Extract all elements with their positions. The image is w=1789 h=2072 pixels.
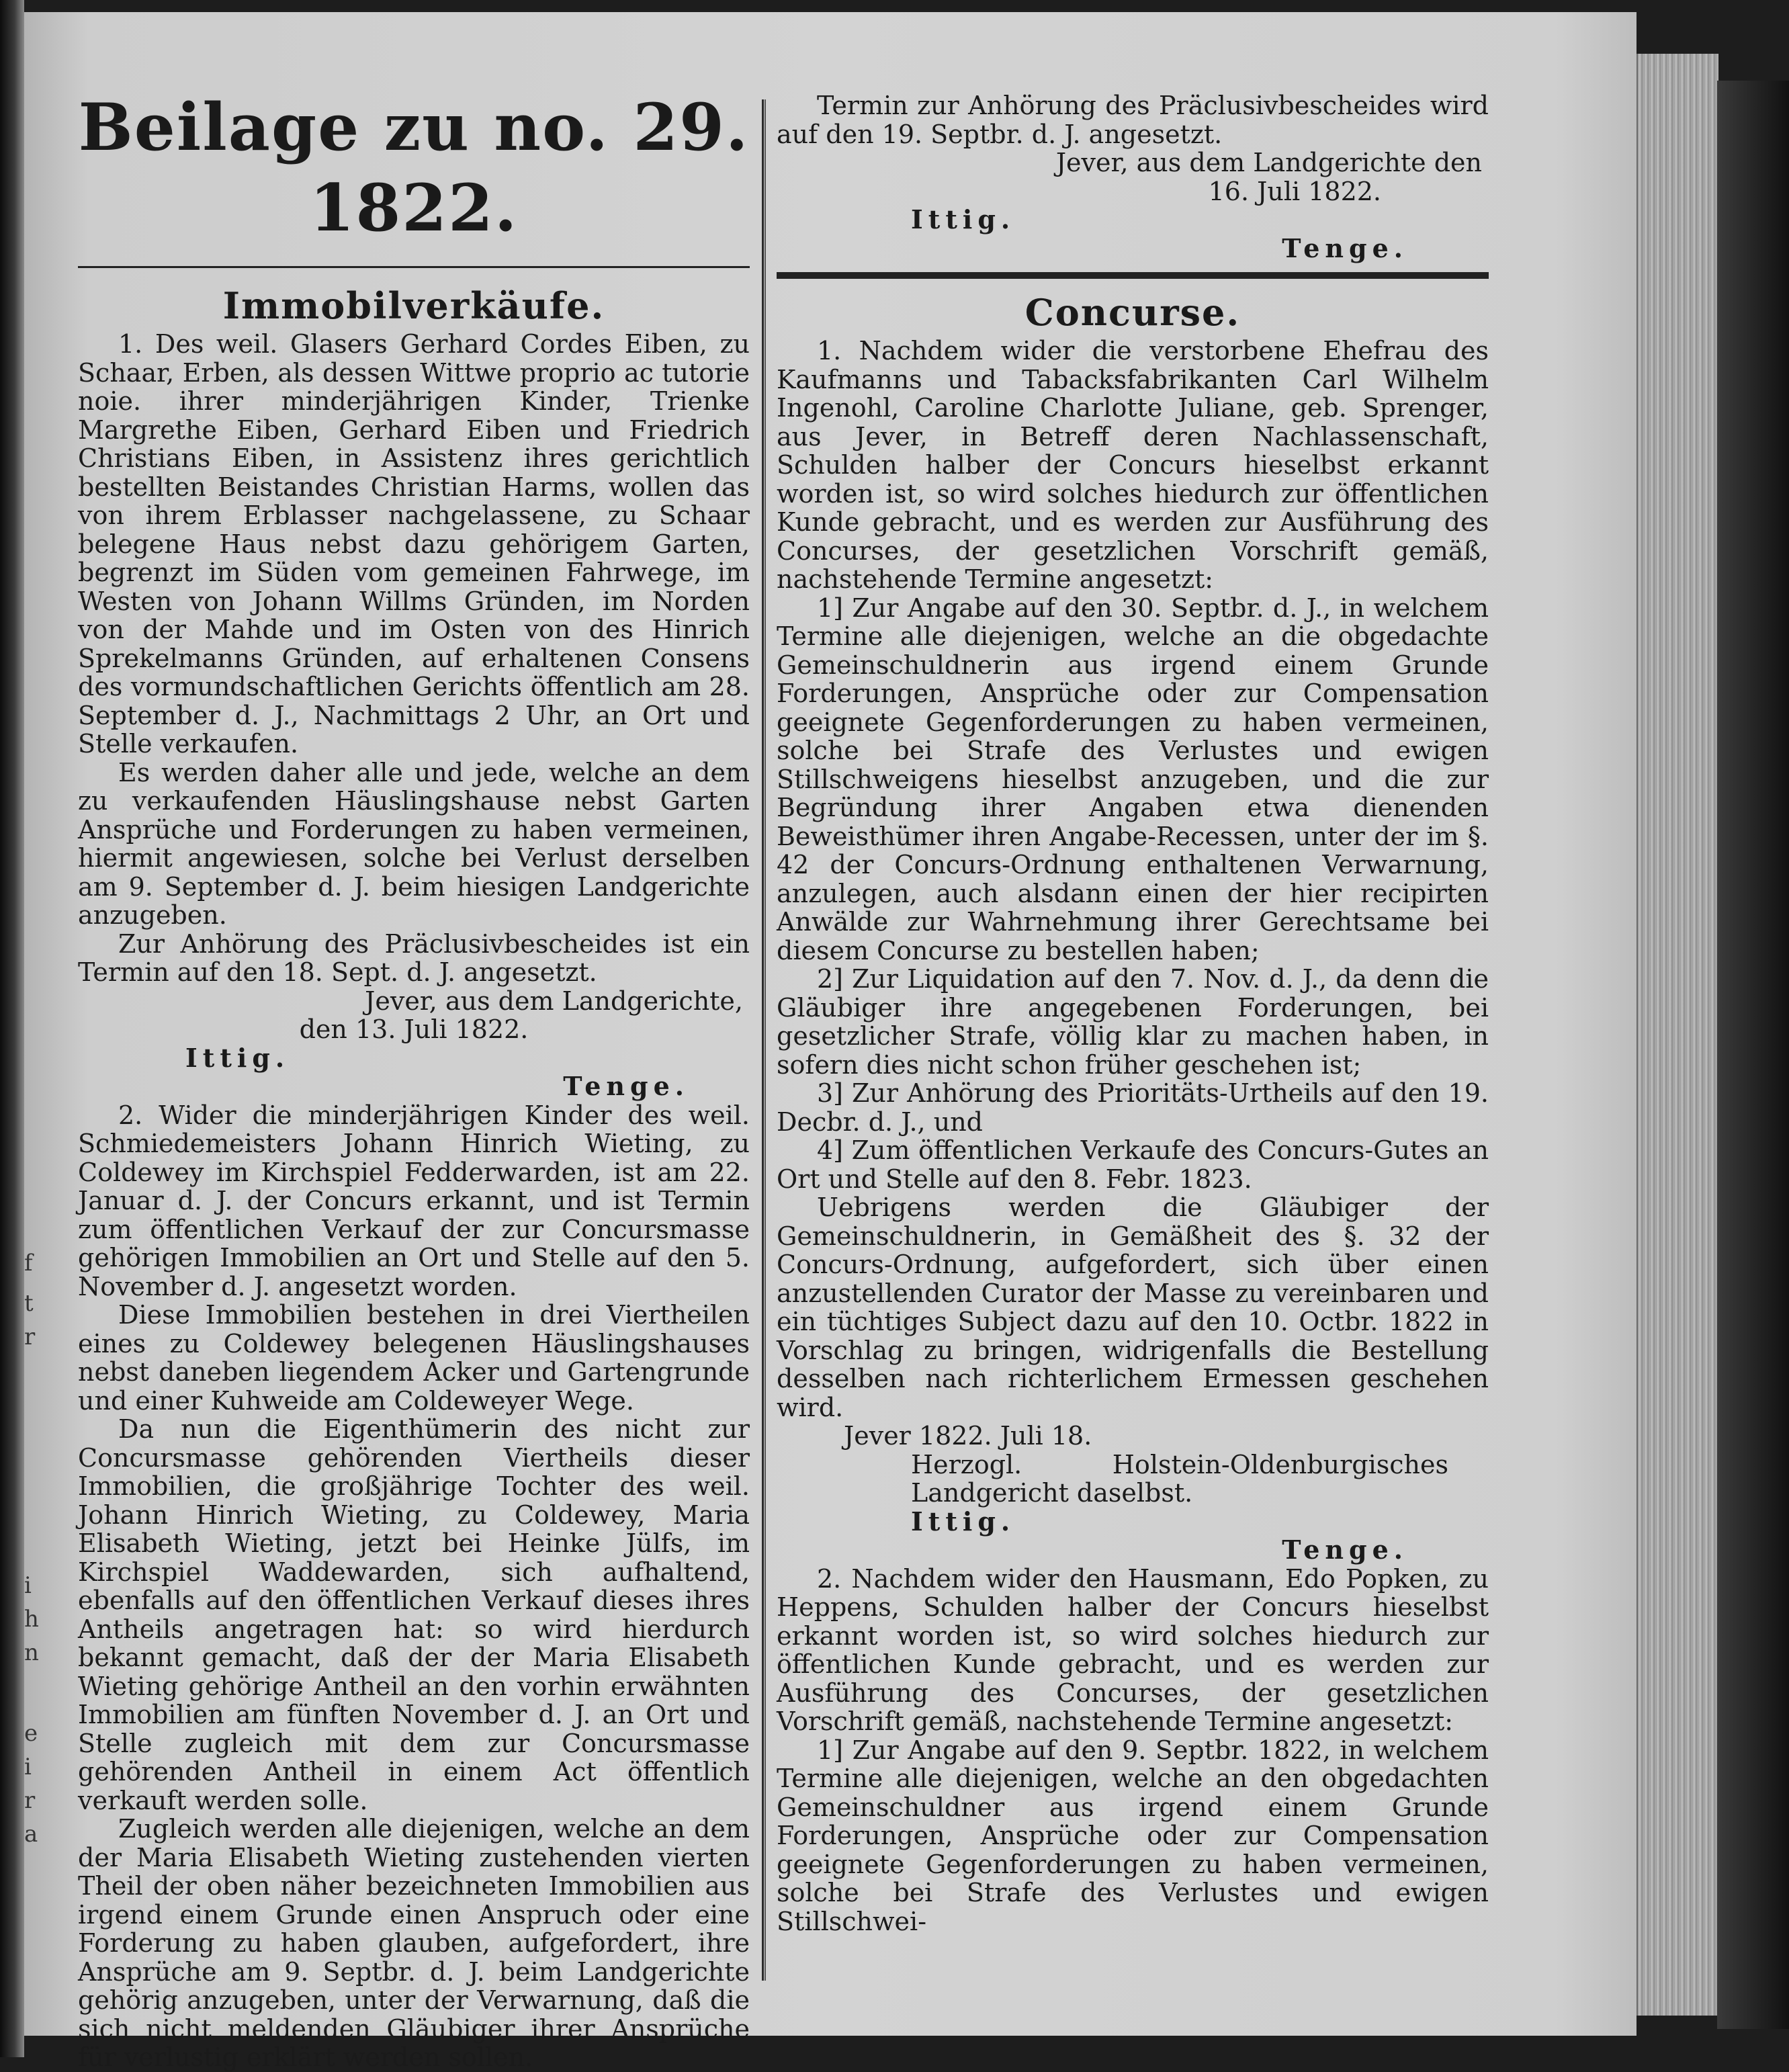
section-heading-immobilverkaeufe: Immobilverkäufe. [222, 284, 605, 327]
concurs-1-text: 1. Nachdem wider die verstorbene Ehefrau des Kaufmanns und Tabacksfabrikanten Carl Wilhelm Ingenohl, Caroline Charlotte Juliane, geb. Sprenger, aus Jever, in Betreff deren Nachlassenschaft, Schulden halber der Concurs hieselbst erkannt worden ist, so wird solches hiedurch zur öffentlichen Kunde gebracht, und es werden zur Ausführung des Concurses, der gesetzlichen Vorschrift gemäß, nachstehende Termine angesetzt: [777, 336, 1489, 594]
concurs-2-text: 2. Nachdem wider den Hausmann, Edo Popken, zu Heppens, Schulden halber der Concurs hieselbst erkannt worden ist, so wird solches hiedurch zur öffentlichen Kunde gebracht, und es werden zur Ausführung des Concurses, der gesetzlichen Vorschrift gemäß, nachstehende Termine angesetzt: [777, 1563, 1489, 1736]
concurs-1-court: Herzogl. Holstein-Oldenburgisches Landgericht daselbst. [911, 1449, 1448, 1508]
concurs-1-place: Jever 1822. Juli 18. [844, 1421, 1092, 1451]
continued-notice-text: Termin zur Anhörung des Präclusivbescheides wird auf den 19. Septbr. d. J. angesetzt. [777, 91, 1489, 149]
column-divider [762, 99, 766, 1981]
section-rule [777, 272, 1489, 279]
margin-fragment-5: h [24, 1606, 39, 1633]
right-column [777, 12, 1489, 2028]
section-heading-concurse: Concurse. [1024, 291, 1241, 334]
continued-notice-signature-ittig: Ittig. [911, 204, 1016, 234]
concurs-1-term-1: 1] Zur Angabe auf den 30. Septbr. d. J., in welchem Termine alle diejenigen, welche an die obgedachte Gemeinschuldnerin aus irgend einem Grunde Forderungen, Ansprüche oder zur Compensation geeignete Gegenforderungen zu haben vermeinen, solche bei Strafe des Verlustes und ewigen Stillschweigens hieselbst anzugeben, und die zur Begründung ihrer Angaben etwa dienenden Beweisthümer ihren Angabe-Recessen, unter der im §. 42 der Concurs-Ordnung enthaltenen Verwarnung, anzulegen, auch alsdann einen der hier recipirten Anwälde zur Wahrnehmung ihrer Gerechtsame bei diesem Concurse zu bestellen haben; [777, 593, 1489, 965]
margin-fragment-4: i [24, 1572, 32, 1599]
margin-fragment-9: r [24, 1787, 36, 1814]
continued-notice-place: Jever, aus dem Landgerichte den [1055, 148, 1482, 177]
concurs-1-signature-ittig: Ittig. [911, 1506, 1016, 1537]
book-cover-edge [1717, 81, 1789, 2029]
notice-2-property: Diese Immobilien bestehen in drei Viertheilen eines zu Coldewey belegenen Häuslingshauses nebst daneben liegendem Acker und Gartengrunde und einer Kuhweide am Coldeweyer Wege. [78, 1300, 750, 1416]
margin-fragment-3: r [24, 1324, 36, 1350]
notice-2-text: 2. Wider die minderjährigen Kinder des weil. Schmiedemeisters Johann Hinrich Wieting, zu Coldewey im Kirchspiel Fedderwarden, ist am 22. Januar d. J. der Concurs erkannt, und ist Termin zum öffentlichen Verkauf der zur Concursmasse gehörigen Immobilien an Ort und Stelle auf den 5. November d. J. angesetzt worden. [78, 1100, 750, 1301]
page-stack-edge [1637, 54, 1718, 2016]
continued-notice-date: 16. Juli 1822. [1208, 176, 1381, 206]
concurs-1-signature-tenge: Tenge. [1282, 1535, 1408, 1565]
continued-notice-signature-tenge: Tenge. [1282, 232, 1408, 263]
book-gutter-left [0, 0, 24, 2057]
margin-fragment-7: e [24, 1720, 38, 1747]
concurs-1-term-3: 3] Zur Anhörung des Prioritäts-Urtheils auf den 19. Decbr. d. J., und [777, 1078, 1489, 1137]
concurs-1-term-4: 4] Zum öffentlichen Verkaufe des Concurs-Gutes an Ort und Stelle auf den 8. Febr. 1823. [777, 1135, 1489, 1194]
newspaper-page [24, 12, 1637, 2072]
notice-2-claims: Zugleich werden alle diejenigen, welche an dem der Maria Elisabeth Wieting zustehenden vierten Theil der oben näher bezeichneten Immobilien aus irgend einem Grunde einen Anspruch oder eine Forderung zu haben glauben, aufgefordert, ihre Ansprüche am 9. Septbr. d. J. beim Landgerichte gehörig anzugeben, unter der Verwarnung, daß die sich nicht meldenden Gläubiger ihrer Ansprüche für verlustig erklärt werden sollen. [78, 1814, 750, 2072]
concurs-1-curator: Uebrigens werden die Gläubiger der Gemeinschuldnerin, in Gemäßheit des §. 32 der Concurs-Ordnung, aufgefordert, sich über einen anzustellenden Curator der Masse zu vereinbaren und ein tüchtiges Subject dazu auf den 10. Octbr. 1822 in Vorschlag zu bringen, widrigenfalls die Bestellung desselben nach richterlichem Ermessen geschehen wird. [777, 1193, 1489, 1422]
left-column [78, 12, 750, 2072]
margin-fragment-10: a [24, 1821, 38, 1848]
margin-fragment-6: n [24, 1639, 39, 1666]
margin-fragment-8: i [24, 1754, 32, 1780]
notice-1-hearing: Zur Anhörung des Präclusivbescheides ist ein Termin auf den 18. Sept. d. J. angesetzt. [78, 929, 750, 987]
notice-1-place: Jever, aus dem Landgerichte, [365, 986, 743, 1016]
notice-1-signature-tenge: Tenge. [563, 1071, 689, 1101]
masthead-title: Beilage zu no. 29. 1822. [78, 89, 750, 246]
notice-1-text: 1. Des weil. Glasers Gerhard Cordes Eiben, zu Schaar, Erben, als dessen Wittwe proprio ac tutorie noie. ihrer minderjährigen Kinder, Trienke Margrethe Eiben, Gerhard Eiben und Friedrich Christians Eiben, in Assistenz ihres gerichtlich bestellten Beistandes Christian Harms, wollen das von ihrem Erblasser nachgelassene, zu Schaar belegene Haus nebst dazu gehörigem Garten, begrenzt im Süden vom gemeinen Fahrwege, im Westen von Johann Willms Gründen, im Norden von der Mahde und im Osten von des Hinrich Sprekelmanns Gründen, auf erhaltenen Consens des vormundschaftlichen Gerichts öffentlich am 28. September d. J., Nachmittags 2 Uhr, an Ort und Stelle verkaufen. [78, 329, 750, 759]
notice-2-owner: Da nun die Eigenthümerin des nicht zur Concursmasse gehörenden Viertheils dieser Immobilien, die großjährige Tochter des weil. Johann Hinrich Wieting, zu Coldewey, Maria Elisabeth Wieting, jetzt bei Heinke Jülfs, im Kirchspiel Waddewarden, sich aufhaltend, ebenfalls auf den öffentlichen Verkauf dieses ihres Antheils angetragen hat: so wird hierdurch bekannt gemacht, daß der der Maria Elisabeth Wieting gehörige Antheil an den vorhin erwähnten Immobilien am fünften November d. J. an Ort und Stelle zugleich mit dem zur Concursmasse gehörenden Antheil in einem Act öffentlich verkauft werden solle. [78, 1414, 750, 1815]
notice-1-claims: Es werden daher alle und jede, welche an dem zu verkaufenden Häuslingshause nebst Garten Ansprüche und Forderungen zu haben vermeinen, hiermit angewiesen, solche bei Verlust derselben am 9. September d. J. beim hiesigen Landgerichte anzugeben. [78, 757, 750, 930]
margin-fragment-2: t [24, 1290, 34, 1317]
margin-fragment-1: f [24, 1250, 33, 1277]
masthead-rule [78, 266, 750, 268]
notice-1-signature-ittig: Ittig. [185, 1042, 290, 1073]
concurs-1-term-2: 2] Zur Liquidation auf den 7. Nov. d. J., da denn die Gläubiger ihre angegebenen Forderungen, bei gesetzlicher Strafe, völlig klar zu machen haben, in sofern dies nicht schon früher geschehen ist; [777, 964, 1489, 1080]
notice-1-date: den 13. Juli 1822. [299, 1015, 529, 1044]
concurs-2-term-1: 1] Zur Angabe auf den 9. Septbr. 1822, in welchem Termine alle diejenigen, welche an den obgedachten Gemeinschuldner aus irgend einem Grunde Forderungen, Ansprüche oder zur Compensation geeignete Gegenforderungen zu haben vermeinen, solche bei Strafe des Verlustes und ewigen Stillschwei- [777, 1735, 1489, 1936]
